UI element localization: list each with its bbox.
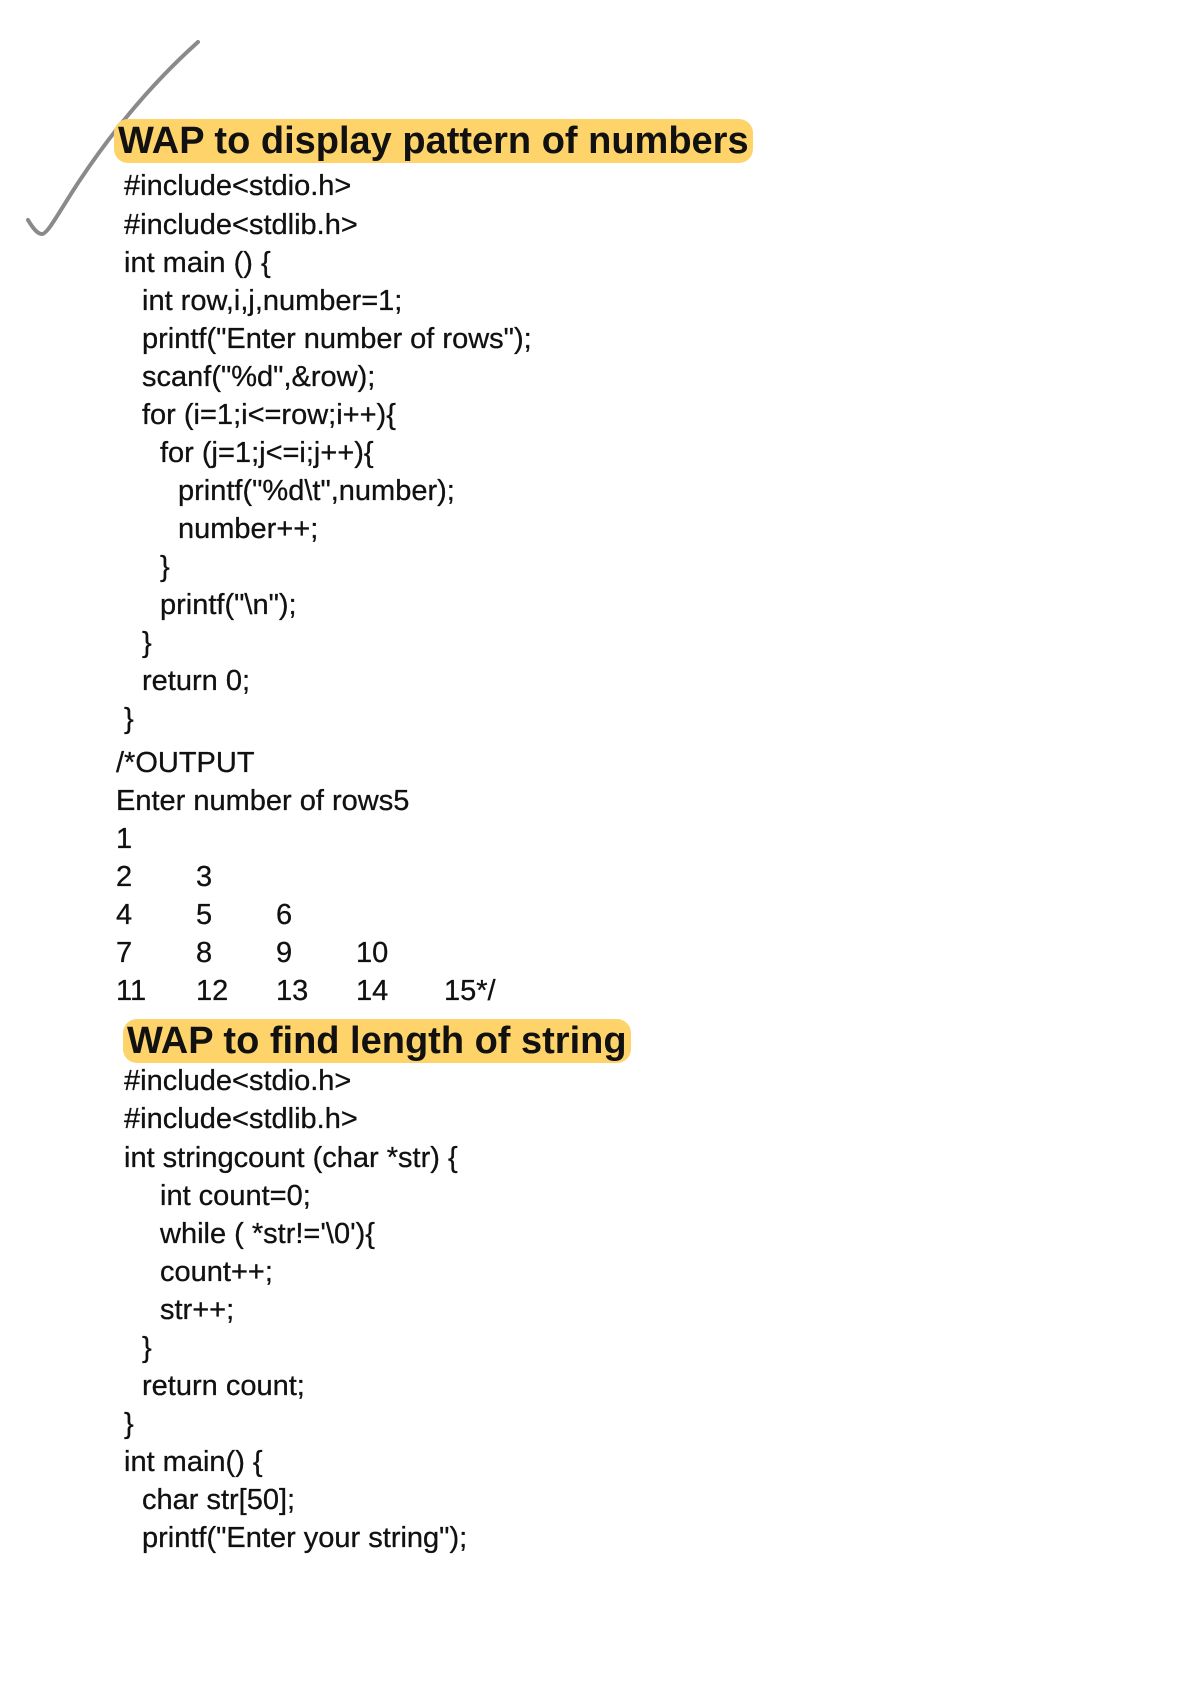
section2-code-line: } — [142, 1332, 152, 1364]
output-prompt: Enter number of rows5 — [116, 785, 410, 817]
output-number: 1 — [116, 823, 133, 855]
output-number: 13 — [276, 975, 309, 1007]
section2-code-line: count++; — [160, 1256, 273, 1288]
section1-code-line: #include<stdio.h> — [124, 170, 352, 202]
output-number: 7 — [116, 937, 133, 969]
section2-code-line: #include<stdio.h> — [124, 1065, 352, 1097]
section1-code-line: printf("%d\t",number); — [178, 475, 455, 507]
output-row — [116, 859, 716, 895]
section2-code-line: printf("Enter your string"); — [142, 1522, 468, 1554]
output-number: 14 — [356, 975, 389, 1007]
section1-code-line: int row,i,j,number=1; — [142, 285, 403, 317]
section1-code-line: for (i=1;i<=row;i++){ — [142, 399, 396, 431]
output-header: /*OUTPUT — [116, 747, 255, 779]
section2-title: WAP to find length of string — [123, 1019, 631, 1063]
section2-code-line: #include<stdlib.h> — [124, 1103, 358, 1135]
section1-code-line: printf("\n"); — [160, 589, 297, 621]
output-number: 9 — [276, 937, 293, 969]
output-row — [116, 897, 716, 933]
section1-code-line: for (j=1;j<=i;j++){ — [160, 437, 374, 469]
output-number: 12 — [196, 975, 229, 1007]
section2-code-line: int count=0; — [160, 1180, 311, 1212]
output-number: 8 — [196, 937, 213, 969]
section2-code-line: return count; — [142, 1370, 305, 1402]
output-number: 5 — [196, 899, 213, 931]
section1-code-line: } — [142, 627, 152, 659]
output-row — [116, 821, 716, 857]
output-number: 11 — [116, 975, 147, 1007]
output-row — [116, 935, 716, 971]
section1-code-line: return 0; — [142, 665, 250, 697]
output-number: 4 — [116, 899, 133, 931]
output-number: 6 — [276, 899, 293, 931]
section1-code-line: #include<stdlib.h> — [124, 209, 358, 241]
section2-code-line: int main() { — [124, 1446, 263, 1478]
section1-code-line: int main () { — [124, 247, 271, 279]
section1-title: WAP to display pattern of numbers — [114, 119, 753, 163]
section2-code-line: int stringcount (char *str) { — [124, 1142, 458, 1174]
output-row — [116, 973, 716, 1009]
output-number: 10 — [356, 937, 389, 969]
output-number: 3 — [196, 861, 213, 893]
section2-code-line: } — [124, 1408, 134, 1440]
output-number: 15*/ — [444, 975, 496, 1007]
section1-code-line: number++; — [178, 513, 319, 545]
section2-code-line: while ( *str!='\0'){ — [160, 1218, 375, 1250]
section1-code-line: printf("Enter number of rows"); — [142, 323, 532, 355]
section2-code-line: char str[50]; — [142, 1484, 296, 1516]
section1-code-line: } — [160, 551, 170, 583]
section1-code-line: scanf("%d",&row); — [142, 361, 376, 393]
section1-code-line: } — [124, 703, 134, 735]
section2-code-line: str++; — [160, 1294, 235, 1326]
output-number: 2 — [116, 861, 133, 893]
